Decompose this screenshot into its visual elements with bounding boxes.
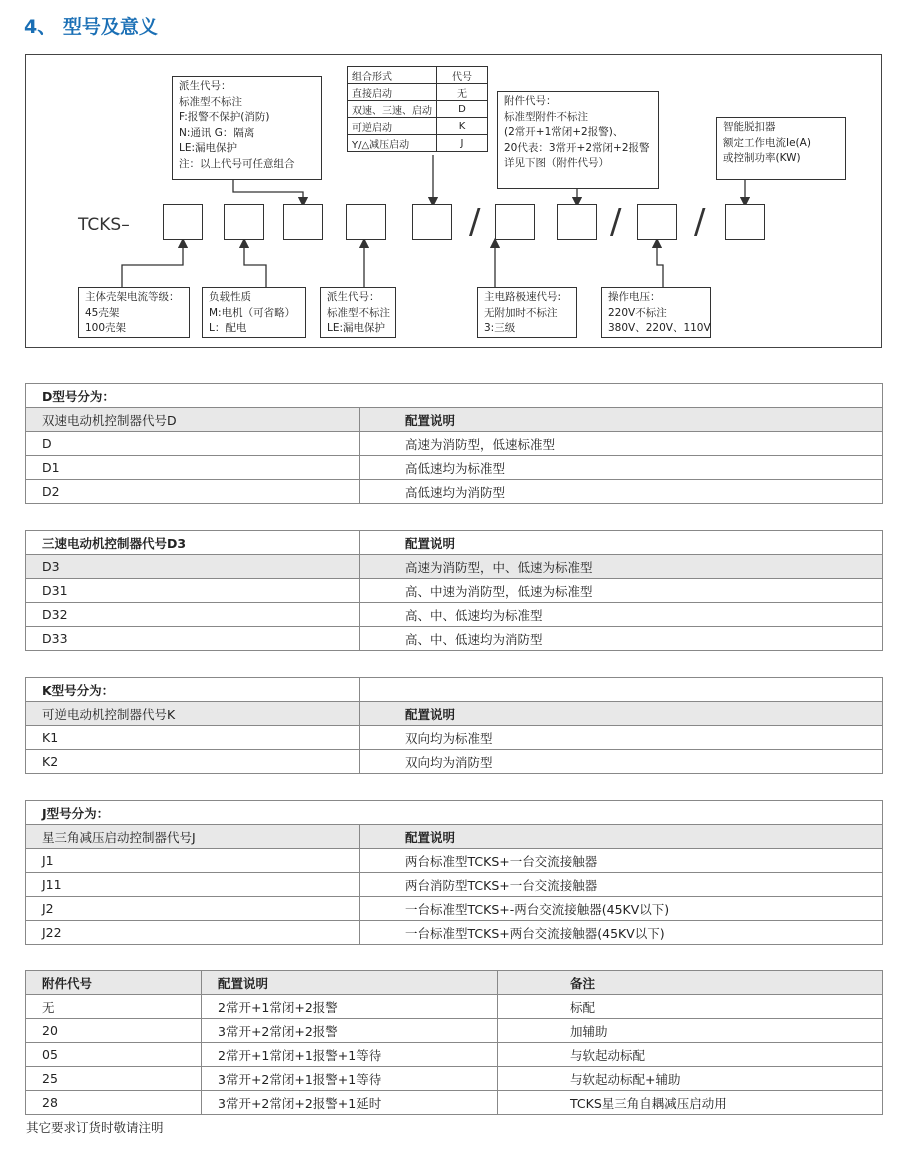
cell: 双速、三速、启动 [348, 101, 437, 118]
table-header-row [26, 531, 883, 555]
cell: 双向均为标准型 [360, 726, 883, 750]
box-line: LE:漏电保护 [179, 142, 238, 154]
table-row [26, 1043, 883, 1067]
cell: J1 [26, 849, 360, 873]
cell: 3常开+2常闭+2报警 [202, 1019, 498, 1043]
table-row [26, 1019, 883, 1043]
separator-slash: / [610, 202, 622, 242]
box-line: 注：以上代号可任意组合 [179, 157, 295, 170]
cell: D32 [26, 603, 360, 627]
cell: 25 [26, 1067, 202, 1091]
code-slot-3 [283, 204, 323, 240]
table-header-row [26, 825, 883, 849]
box-line: 20代表：3常开+2常闭+2报警 [504, 141, 650, 154]
cell: 2常开+1常闭+2报警 [202, 995, 498, 1019]
table-header-row [26, 408, 883, 432]
cell: 组合形式 [348, 67, 437, 84]
table-row [26, 627, 883, 651]
table-row [26, 603, 883, 627]
box-line: 标准型不标注 [327, 306, 390, 319]
j-type-table [25, 800, 883, 945]
table-row [26, 873, 883, 897]
pole-code-box [477, 287, 577, 338]
table-row [26, 456, 883, 480]
cell: 无 [437, 84, 488, 101]
column-header: 配置说明 [360, 825, 883, 849]
cell: 可逆启动 [348, 118, 437, 135]
box-line: (2常开+1常闭+2报警)、 [504, 126, 624, 138]
separator-slash: / [469, 202, 481, 242]
box-line: 附件代号： [504, 95, 557, 107]
cell: 高、中、低速均为消防型 [360, 627, 883, 651]
table-row [26, 849, 883, 873]
cell: D31 [26, 579, 360, 603]
column-header: 备注 [498, 971, 883, 995]
box-line: 主电路极速代号: [484, 291, 562, 303]
table-row [26, 1067, 883, 1091]
table-row [26, 726, 883, 750]
cell: J2 [26, 897, 360, 921]
table-row [26, 921, 883, 945]
accessory-code-box [497, 91, 659, 189]
cell: 28 [26, 1091, 202, 1115]
table-row [26, 897, 883, 921]
derivative-code-box-2 [320, 287, 396, 338]
page-title: 4、 型号及意义 [24, 16, 158, 38]
code-slot-8 [637, 204, 677, 240]
cell: 3常开+2常闭+2报警+1延时 [202, 1091, 498, 1115]
code-slot-9 [725, 204, 765, 240]
box-line: 负载性质 [209, 291, 251, 303]
cell: 高速为消防型，中、低速为标准型 [360, 555, 883, 579]
table-row [26, 1091, 883, 1115]
table-row [26, 750, 883, 774]
box-line: 详见下图（附件代号） [504, 157, 609, 169]
frame-current-box [78, 287, 190, 338]
d-type-table [25, 383, 883, 504]
cell: 高、中、低速均为标准型 [360, 603, 883, 627]
code-slot-1 [163, 204, 203, 240]
box-line: 派生代号： [179, 80, 232, 92]
cell: D1 [26, 456, 360, 480]
derivative-code-box [172, 76, 322, 180]
code-slot-5 [412, 204, 452, 240]
trip-unit-box [716, 117, 846, 180]
operating-voltage-box [601, 287, 711, 338]
box-line: 额定工作电流Ie(A) [723, 136, 811, 149]
table-row [26, 579, 883, 603]
footnote: 其它要求订货时敬请注明 [26, 1120, 164, 1135]
column-header: 配置说明 [360, 702, 883, 726]
cell: D2 [26, 480, 360, 504]
accessory-table [25, 970, 883, 1115]
cell: 05 [26, 1043, 202, 1067]
column-header: 配置说明 [360, 531, 883, 555]
box-line: 380V、220V、110V [608, 322, 711, 334]
box-line: 派生代号： [327, 291, 380, 303]
cell: Y/△减压启动 [348, 135, 437, 152]
cell: 直接启动 [348, 84, 437, 101]
column-header: 双速电动机控制器代号D [26, 408, 360, 432]
cell: 加辅助 [498, 1019, 883, 1043]
cell: 两台消防型TCKS+一台交流接触器 [360, 873, 883, 897]
box-line: 标准型附件不标注 [504, 110, 588, 123]
box-line: 100壳架 [85, 322, 127, 334]
d3-type-table [25, 530, 883, 651]
code-slot-4 [346, 204, 386, 240]
cell: K1 [26, 726, 360, 750]
cell: 20 [26, 1019, 202, 1043]
box-line: 220V不标注 [608, 306, 667, 319]
column-header: 附件代号 [26, 971, 202, 995]
cell: 标配 [498, 995, 883, 1019]
code-slot-7 [557, 204, 597, 240]
separator-slash: / [694, 202, 706, 242]
column-header: 三速电动机控制器代号D3 [26, 531, 360, 555]
model-code-diagram [25, 54, 882, 348]
cell: 一台标准型TCKS+-两台交流接触器(45KV以下) [360, 897, 883, 921]
table-heading: J型号分为： [26, 801, 883, 825]
cell: 高低速均为标准型 [360, 456, 883, 480]
load-type-box [202, 287, 306, 338]
cell: 与软起动标配+辅助 [498, 1067, 883, 1091]
cell: 代号 [437, 67, 488, 84]
cell: 3常开+2常闭+1报警+1等待 [202, 1067, 498, 1091]
cell: 无 [26, 995, 202, 1019]
code-slot-6 [495, 204, 535, 240]
start-type-table [347, 66, 488, 152]
box-line: 操作电压： [608, 291, 661, 303]
box-line: 3:三级 [484, 322, 516, 334]
cell: D33 [26, 627, 360, 651]
cell: K [437, 118, 488, 135]
cell: 两台标准型TCKS+一台交流接触器 [360, 849, 883, 873]
box-line: 或控制功率(KW) [723, 152, 801, 164]
cell: J11 [26, 873, 360, 897]
table-row [26, 432, 883, 456]
column-header: 可逆电动机控制器代号K [26, 702, 360, 726]
box-line: 45壳架 [85, 306, 120, 319]
cell: 高、中速为消防型，低速为标准型 [360, 579, 883, 603]
box-line: 标准型不标注 [179, 95, 242, 108]
table-row [26, 480, 883, 504]
box-line: M:电机（可省略） [209, 306, 296, 319]
column-header: 星三角减压启动控制器代号J [26, 825, 360, 849]
cell: D3 [26, 555, 360, 579]
box-line: 智能脱扣器 [723, 121, 776, 133]
cell: J22 [26, 921, 360, 945]
code-slot-2 [224, 204, 264, 240]
column-header: 配置说明 [360, 408, 883, 432]
table-row [26, 995, 883, 1019]
box-line: LE:漏电保护 [327, 322, 386, 334]
cell: 2常开+1常闭+1报警+1等待 [202, 1043, 498, 1067]
cell: 双向均为消防型 [360, 750, 883, 774]
box-line: N:通讯 G：隔离 [179, 126, 255, 139]
table-header-row [26, 971, 883, 995]
cell: 高低速均为消防型 [360, 480, 883, 504]
cell: 与软起动标配 [498, 1043, 883, 1067]
table-row [26, 555, 883, 579]
table-heading: D型号分为： [26, 384, 883, 408]
column-header: 配置说明 [202, 971, 498, 995]
table-header-row [26, 702, 883, 726]
cell: K2 [26, 750, 360, 774]
model-prefix: TCKS– [78, 215, 130, 235]
box-line: F:报警不保护(消防) [179, 111, 270, 123]
box-line: 无附加时不标注 [484, 306, 558, 319]
cell: TCKS星三角自耦减压启动用 [498, 1091, 883, 1115]
box-line: L：配电 [209, 322, 247, 334]
table-heading: K型号分为： [26, 678, 360, 702]
box-line: 主体壳架电流等级： [85, 291, 180, 303]
cell: D [437, 101, 488, 118]
cell: D [26, 432, 360, 456]
k-type-table [25, 677, 883, 774]
cell: J [437, 135, 488, 152]
cell: 一台标准型TCKS+两台交流接触器(45KV以下) [360, 921, 883, 945]
cell: 高速为消防型，低速标准型 [360, 432, 883, 456]
